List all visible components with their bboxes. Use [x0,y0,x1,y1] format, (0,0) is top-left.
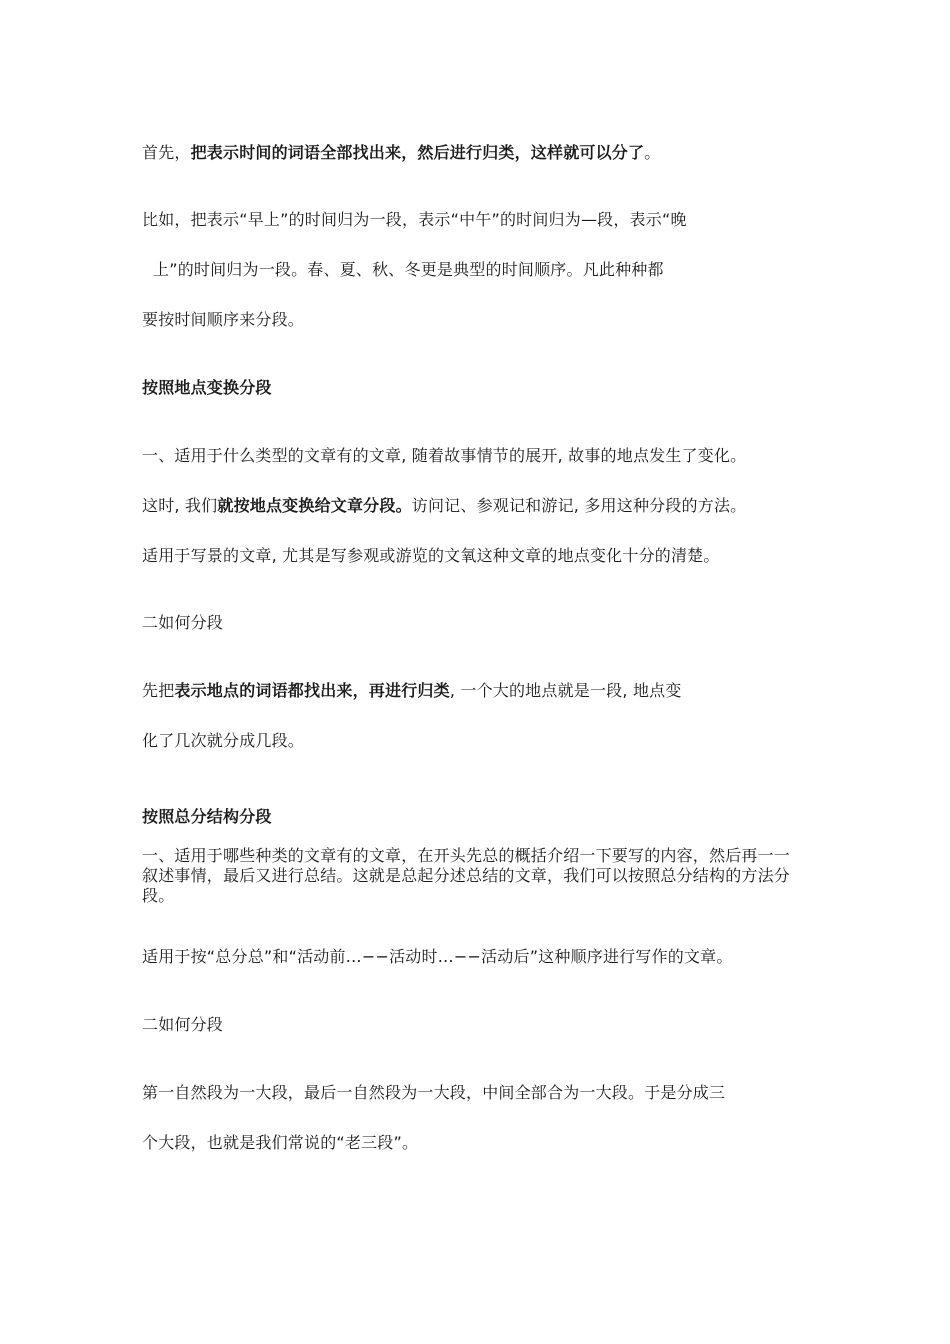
paragraph-line: 上”的时间归为一段。春、夏、秋、冬更是典型的时间顺序。凡此种种都 [153,260,664,279]
paragraph-line: 适用于按“总分总”和“活动前…−−活动时…−−活动后”这种顺序进行写作的文章。 [142,947,733,966]
paragraph-line: 适用于写景的文章, 尤其是写参观或游览的文氧这种文章的地点变化十分的清楚。 [142,546,720,565]
text: , 一个大的地点就是一段, 地点变 [449,681,682,700]
text: 这时, 我们 [142,496,218,515]
paragraph-line [142,681,682,701]
paragraph-line: 个大段，也就是我们常说的“老三段”。 [142,1133,419,1152]
text: 访问记、参观记和游记, 多用这种分段的方法。 [411,496,747,515]
text: 。 [644,143,661,162]
bold-text: 把表示时间的词语全部找出来，然后进行归类，这样就可以分了 [190,143,645,162]
text: 先把 [142,681,175,700]
section-heading-structure: 按照总分结构分段 [142,807,272,826]
paragraph-line: 第一自然段为一大段，最后一自然段为一大段，中间全部合为一大段。于是分成三 [142,1083,726,1102]
subheading-how-to-divide: 二如何分段 [142,1015,224,1034]
paragraph-line: 一、适用于什么类型的文章有的文章, 随着故事情节的展开, 故事的地点发生了变化。 [142,446,747,465]
bold-text: 就按地点变换给文章分段。 [217,496,412,515]
paragraph-line: 要按时间顺序来分段。 [142,310,305,329]
text: 首先， [142,143,191,162]
paragraph-line: 比如，把表示“早上”的时间归为一段，表示“中午”的时间归为—段，表示“晚 [142,210,687,229]
section-heading-location: 按照地点变换分段 [142,378,272,397]
bold-text: 表示地点的词语都找出来，再进行归类 [174,681,450,700]
paragraph-line: 化了几次就分成几段。 [142,731,305,750]
subheading-how-to-divide: 二如何分段 [142,613,224,632]
paragraph-line [142,496,746,516]
paragraph-block: 一、适用于哪些种类的文章有的文章，在开头先总的概括介绍一下要写的内容，然后再一一叙述事情，最后又进行总结。这就是总起分述总结的文章，我们可以按照总分结构的方法分段。 [142,846,791,905]
paragraph-time-method [142,143,660,163]
